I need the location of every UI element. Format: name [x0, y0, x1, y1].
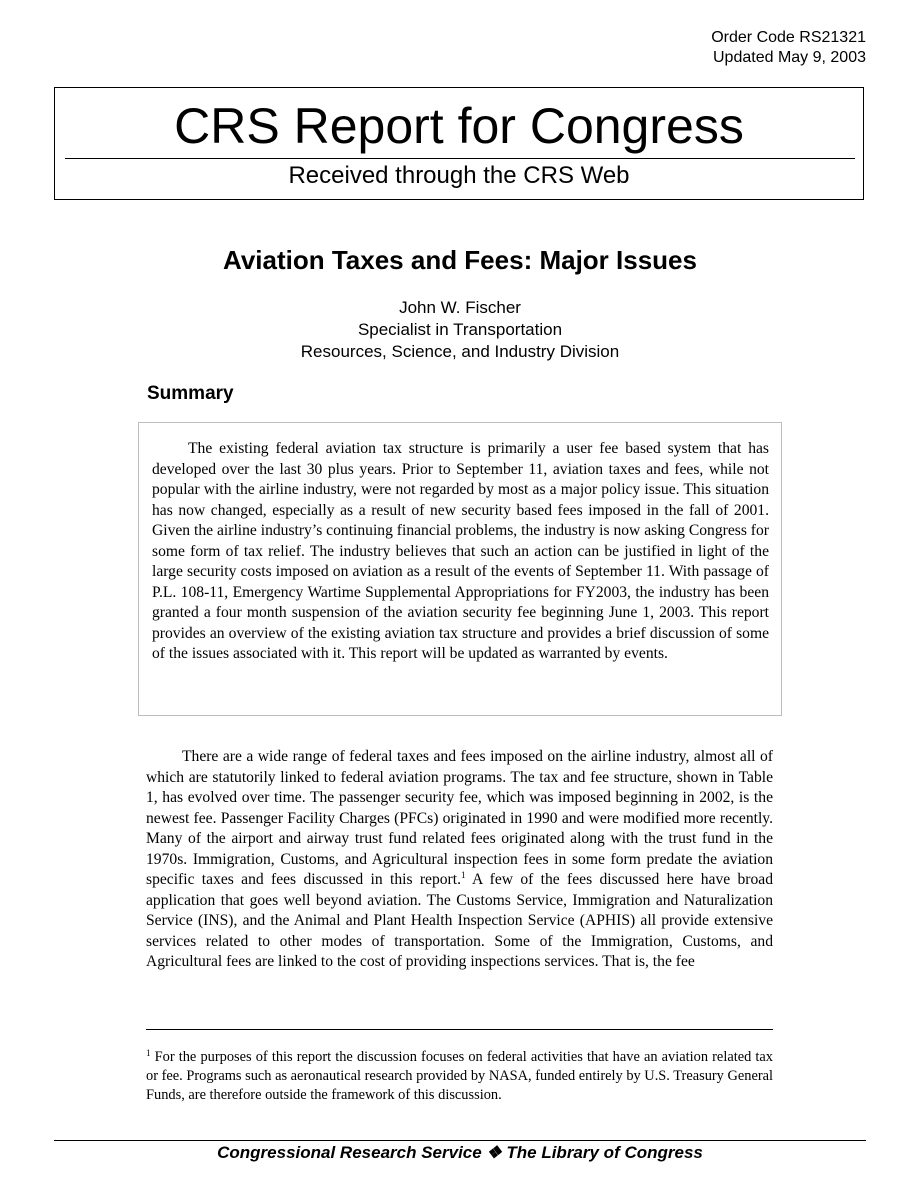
- masthead: [54, 87, 864, 200]
- author-title: Specialist in Transportation: [357, 320, 563, 339]
- masthead-subtitle: Received through the CRS Web: [288, 162, 630, 189]
- masthead-divider: [65, 158, 855, 159]
- body-paragraph: [146, 747, 773, 973]
- footnote: [146, 1048, 773, 1105]
- body-paragraph-text-2: A few of the fees discussed here have broad application that goes well beyond aviation. The Customs Service, Immigration and Naturalization Service (INS), and the Animal and Plant Health Inspection Service (APHIS) all provide extensive services related to other modes of transportation. Some of the Immigration, Customs, and Agricultural fees are linked to the cost of providing inspections services. That is, the fee: [146, 871, 773, 970]
- footnote-reference[interactable]: 1: [460, 870, 466, 880]
- summary-text: The existing federal aviation tax structure is primarily a user fee based system that has developed over the last 30 plus years. Prior to September 11, aviation taxes and fees, while not popular with the airline industry, were not regarded by most as a major policy issue. This situation has now changed, especially as a result of new security based fees imposed in the fall of 2001. Given the airline industry’s continuing financial problems, the industry is now asking Congress for some form of tax relief. The industry believes that such an action can be justified in light of the large security costs imposed on aviation as a result of the events of September 11. With passage of P.L. 108-11, Emergency Wartime Supplemental Appropriations for FY2003, the industry has been granted a four month suspension of the aviation security fee beginning June 1, 2003. This report provides an overview of the existing aviation tax structure and provides a brief discussion of some of the issues associated with it. This report will be updated as warranted by events.: [152, 440, 769, 662]
- updated-date: Updated May 9, 2003: [713, 49, 866, 66]
- order-code-block: [711, 28, 866, 68]
- masthead-title: CRS Report for Congress: [174, 98, 744, 154]
- footnote-divider: [146, 1029, 773, 1030]
- body-paragraph-text-1: There are a wide range of federal taxes and fees imposed on the airline industry, almost all of which are statutorily linked to federal aviation programs. The tax and fee structure, shown in Table 1, has evolved over time. The passenger security fee, which was imposed beginning in 2002, is the newest fee. Passenger Facility Charges (PFCs) originated in 1990 and were modified more recently. Many of the airport and airway trust fund related fees originated along with the trust fund in the 1970s. Immigration, Customs, and Agricultural inspection fees in some form predate the aviation specific taxes and fees discussed in this report.: [146, 748, 773, 888]
- author-name: John W. Fischer: [399, 298, 521, 317]
- summary-box: [138, 422, 782, 716]
- document-title: Aviation Taxes and Fees: Major Issues: [223, 245, 697, 275]
- footnote-marker: 1: [146, 1048, 151, 1058]
- order-code: Order Code RS21321: [711, 29, 866, 46]
- author-block: [0, 297, 920, 363]
- author-division: Resources, Science, and Industry Division: [300, 342, 620, 361]
- summary-heading: Summary: [147, 383, 234, 404]
- footnote-text: For the purposes of this report the discussion focuses on federal activities that have an aviation related tax or fee. Programs such as aeronautical research provided by NASA, funded entirely by U.S. Treasury General Funds, are therefore outside the framework of this discussion.: [146, 1049, 774, 1103]
- footer-divider: [54, 1140, 866, 1141]
- footer-text: Congressional Research Service ❖ The Library of Congress: [217, 1143, 703, 1162]
